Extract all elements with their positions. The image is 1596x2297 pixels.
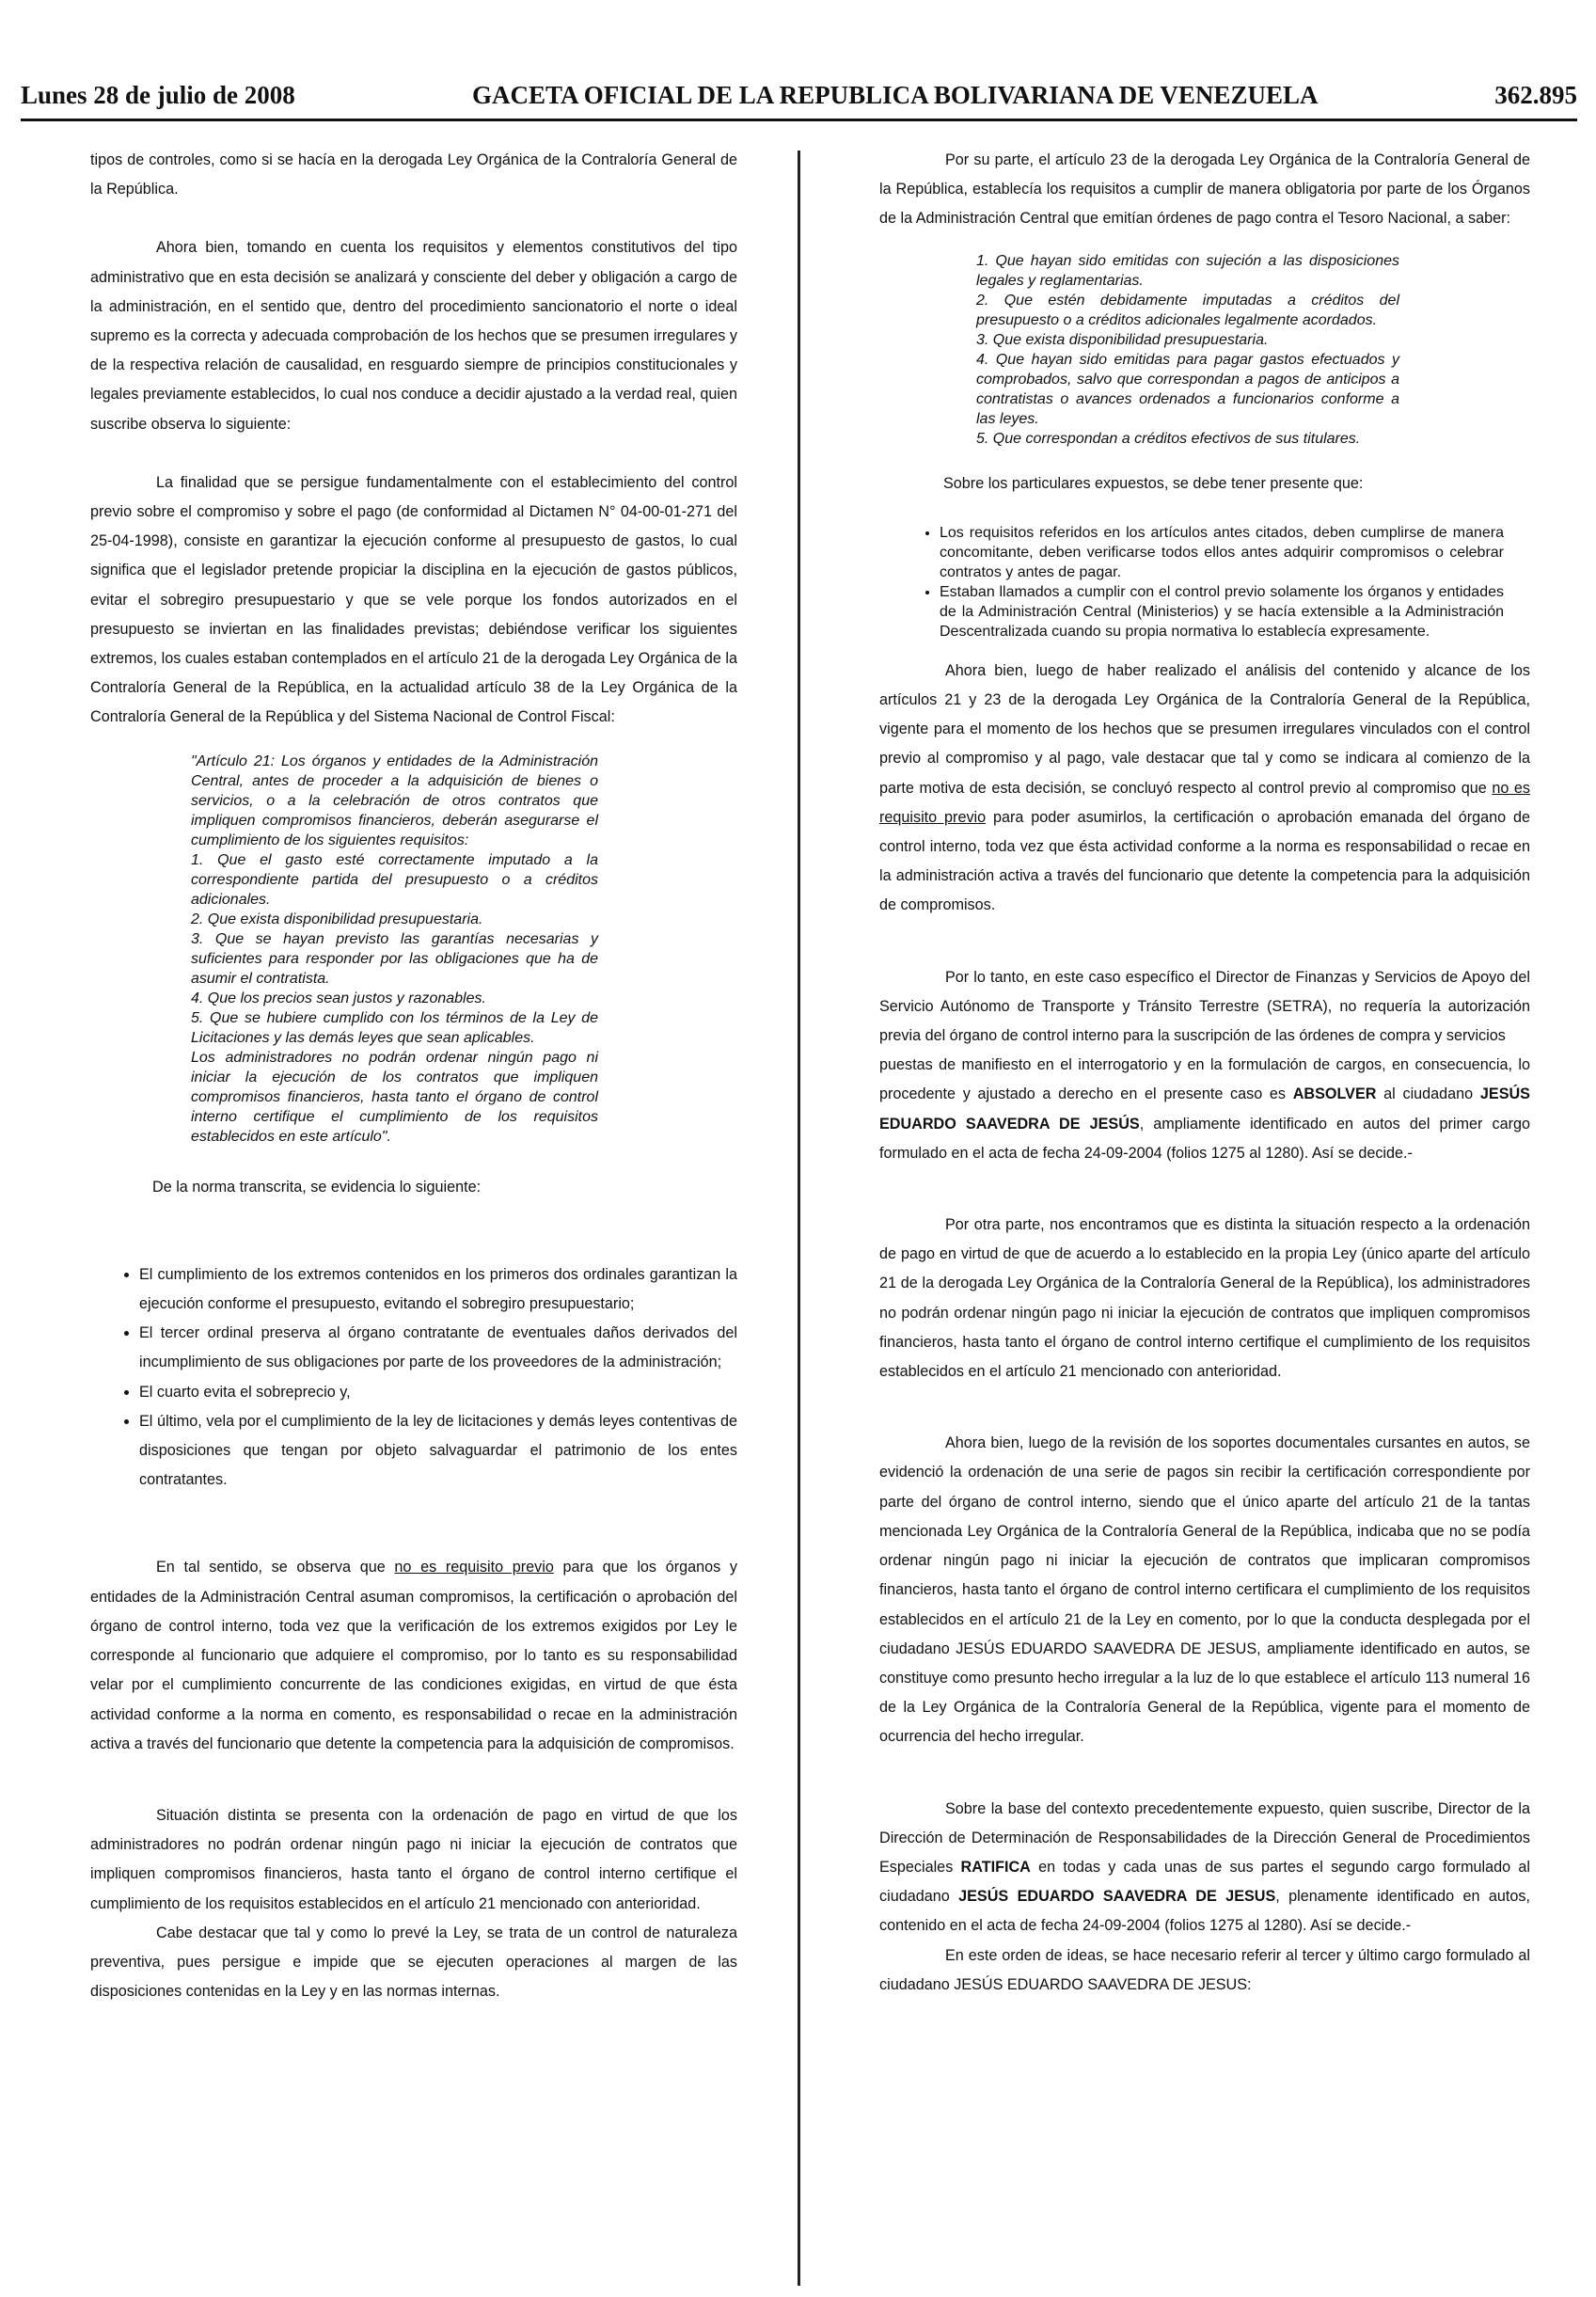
right-column — [879, 146, 1530, 2000]
header-date: Lunes 28 de julio de 2008 — [21, 81, 295, 109]
quote-line: 2. Que estén debidamente imputadas a créditos del presupuesto o a créditos adicionales legalmente acordados. — [976, 292, 1399, 328]
left-bullet-list — [90, 1260, 737, 1496]
left-paragraph-3: La finalidad que se persigue fundamentalmente con el establecimiento del control previo sobre el compromiso y sobre el pago (de conformidad al Dictamen N° 04-00-01-271 del 25-04-1998), consiste en garantizar la ejecución conforme al presupuesto de gastos, lo cual significa que el legislador pretende propiciar la disciplina en la ejecución de gastos públicos, evitar el sobregiro presupuestario y que se vele porque los fondos autorizados en el presupuesto se inviertan en las finalidades previstas; debiéndose verificar los siguientes extremos, los cuales estaban contemplados en el artículo 21 de la derogada Ley Orgánica de la Contraloría General de la República, en la actualidad artículo 38 de la Ley Orgánica de la Contraloría General de la República y del Sistema Nacional de Control Fiscal: — [90, 473, 737, 726]
left-paragraph-7: Cabe destacar que tal y como lo prevé la Ley, se trata de un control de naturaleza preventiva, pues persigue e impide que se ejecuten operaciones al margen de las disposiciones contenidas en la Ley y en las normas internas. — [90, 1924, 737, 2001]
quote-line: 3. Que se hayan previsto las garantías necesarias y suficientes para responder por las obligaciones que ha de asumir el contratista. — [191, 930, 598, 987]
underlined-phrase: no es requisito previo — [394, 1559, 554, 1576]
right-paragraph-1: Por su parte, el artículo 23 de la derogada Ley Orgánica de la Contraloría General de la República, establecía los requisitos a cumplir de manera obligatoria por parte de los Órganos de la Administración Central que emitían órdenes de pago contra el Tesoro Nacional, a saber: — [879, 151, 1530, 228]
underlined-phrase: no es requisito previo — [879, 779, 1530, 826]
bold-verdict: RATIFICA — [960, 1858, 1031, 1876]
quote-line: 4. Que hayan sido emitidas para pagar gastos efectuados y comprobados, salvo que correspondan a pagos de anticipos a contratistas o avances ordenados a funcionarios conforme a las leyes. — [976, 351, 1399, 427]
bold-person-name: JESÚS EDUARDO SAAVEDRA DE JESUS — [958, 1888, 1276, 1906]
page-header — [21, 73, 1577, 120]
right-paragraph-3: Ahora bien, luego de haber realizado el análisis del contenido y alcance de los artículos 21 y 23 de la derogada Ley Orgánica de la Contraloría General de la República, vigente para el momento de los hechos que se presumen irregulares vinculados con el control previo al compromiso y al pago, vale destacar que tal y como se indicara al comienzo de la parte motiva de esta decisión, se concluyó respecto al control previo al compromiso que no es requisito previo para poder asumirlos, la certificación o aprobación emanada del órgano de control interno, toda vez que ésta actividad conforme a la norma es responsabilidad o recae en la administración activa a través del funcionario que detente la competencia para la adquisición de compromisos. — [879, 661, 1530, 914]
right-paragraph-4b: puestas de manifiesto en el interrogatorio y en la formulación de cargos, en consecuencia, lo procedente y ajustado a derecho en el presente caso es ABSOLVER al ciudadano JESÚS EDUARDO SAAVEDRA DE JESÚS, ampliamente identificado en autos del primer cargo formulado en el acta de fecha 24-09-2004 (folios 1275 al 1280). Así se decide.- — [879, 1056, 1530, 1162]
left-column — [90, 146, 737, 2006]
right-paragraph-4a: Por lo tanto, en este caso específico el Director de Finanzas y Servicios de Apoyo del Servicio Autónomo de Transporte y Tránsito Terrestre (SETRA), no requería la autorización previa del órgano de control interno para la suscripción de las órdenes de compra y servicios — [879, 968, 1530, 1045]
quote-line: 1. Que hayan sido emitidas con sujeción a las disposiciones legales y reglamentarias. — [976, 252, 1399, 289]
quote-line: 3. Que exista disponibilidad presupuestaria. — [976, 331, 1269, 348]
left-paragraph-4: De la norma transcrita, se evidencia lo siguiente: — [152, 1178, 482, 1196]
quote-line: 2. Que exista disponibilidad presupuestaria. — [191, 911, 483, 927]
quote-line: "Artículo 21: Los órganos y entidades de la Administración Central, antes de proceder a la adquisición de bienes o servicios, o a la celebración de otros contratos que impliquen compromisos financieros, deberán asegurarse el cumplimiento de los siguientes requisitos: — [191, 752, 598, 848]
right-paragraph-6: Ahora bien, luego de la revisión de los soportes documentales cursantes en autos, se evidenció la ordenación de una serie de pagos sin recibir la certificación correspondiente por parte del órgano de control interno, siendo que el único aparte del artículo 21 de la tantas mencionada Ley Orgánica de la Contraloría General de la República, indicaba que no se podía ordenar ningún pago ni iniciar la ejecución de contratos que implicaran compromisos financieros, hasta tanto el órgano de control interno certificara el cumplimiento de los requisitos establecidos en el artículo 21 de la Ley en comento, por lo que la conducta desplegada por el ciudadano JESÚS EDUARDO SAAVEDRA DE JESUS, ampliamente identificado en autos, se constituye como presunto hecho irregular a la luz de lo que establece el artículo 113 numeral 16 de la Ley Orgánica de la Contraloría General de la República, vigente para el momento de ocurrencia del hecho irregular. — [879, 1434, 1530, 1746]
header-page-number: 362.895 — [1494, 81, 1577, 109]
list-item: • Los requisitos referidos en los artículos antes citados, deben cumplirse de manera concomitante, deben verificarse todos ellos antes adquirir compromisos o celebrar contratos y antes de pagar. — [940, 523, 1504, 582]
right-paragraph-7: Sobre la base del contexto precedentemente expuesto, quien suscribe, Director de la Dirección de Determinación de Responsabilidades de la Dirección General de Procedimientos Especiales RATIFICA en todas y cada unas de sus partes el segundo cargo formulado al ciudadano JESÚS EDUARDO SAAVEDRA DE JESUS, plenamente identificado en autos, contenido en el acta de fecha 24-09-2004 (folios 1275 al 1280). Así se decide.- — [879, 1799, 1531, 1935]
list-item: • El último, vela por el cumplimiento de la ley de licitaciones y demás leyes contentivas de disposiciones que tengan por objeto salvaguardar el patrimonio de los entes contratantes. — [139, 1407, 737, 1496]
header-title: GACETA OFICIAL DE LA REPUBLICA BOLIVARIANA DE VENEZUELA — [472, 81, 1319, 109]
article-21-quote — [191, 752, 598, 1147]
quote-line: 4. Que los precios sean justos y razonables. — [191, 990, 486, 1006]
list-item: • Estaban llamados a cumplir con el control previo solamente los órganos y entidades de la Administración Central (Ministerios) y se hacía extensible a la Administración Descentralizada cuando su propia normativa lo establecía expresamente. — [940, 582, 1504, 642]
list-item: • El cuarto evita el sobreprecio y, — [139, 1378, 737, 1407]
right-paragraph-2: Sobre los particulares expuestos, se debe tener presente que: — [943, 474, 1364, 492]
list-item: • El cumplimiento de los extremos contenidos en los primeros dos ordinales garantizan la ejecución conforme el presupuesto, evitando el sobregiro presupuestario; — [139, 1260, 737, 1319]
bold-person-name: JESÚS EDUARDO SAAVEDRA DE JESÚS — [879, 1085, 1530, 1133]
bold-verdict: ABSOLVER — [1292, 1085, 1377, 1103]
left-paragraph-5: En tal sentido, se observa que no es requisito previo para que los órganos y entidades de la Administración Central asuman compromisos, la certificación o aprobación del órgano de control interno, toda vez que la verificación de los extremos exigidos por Ley le corresponde al funcionario que adquiere el compromiso, por lo tanto es su responsabilidad velar por el cumplimiento concurrente de las condiciones exigidas, en virtud de que ésta actividad conforme a la norma en comento, es responsabilidad o recae en la administración activa a través del funcionario que detente la competencia para la adquisición de compromisos. — [90, 1559, 737, 1752]
right-bullet-list — [879, 523, 1504, 642]
column-divider — [798, 150, 800, 2286]
right-paragraph-5: Por otra parte, nos encontramos que es distinta la situación respecto a la ordenación de pago en virtud de que de acuerdo a lo establecido en la propia Ley (único aparte del artículo 21 de la derogada Ley Orgánica de la Contraloría General de la República), los administradores no podrán ordenar ningún pago ni iniciar la ejecución de contratos que impliquen compromisos financieros, hasta tanto el órgano de control interno certifique el cumplimiento de los requisitos establecidos en el artículo 21 mencionado con anterioridad. — [879, 1216, 1530, 1381]
quote-line: 5. Que correspondan a créditos efectivos de sus titulares. — [976, 430, 1361, 447]
quote-line: 5. Que se hubiere cumplido con los términos de la Ley de Licitaciones y las demás leyes que sean aplicables. — [191, 1009, 598, 1046]
article-23-quote — [976, 251, 1399, 449]
quote-line: Los administradores no podrán ordenar ningún pago ni iniciar la ejecución de los contratos que impliquen compromisos financieros, hasta tanto el órgano de control interno certifique el cumplimiento de los requisitos establecidos en este artículo". — [191, 1049, 598, 1145]
quote-line: 1. Que el gasto esté correctamente imputado a la correspondiente partida del presupuesto o a créditos adicionales. — [191, 851, 598, 908]
left-paragraph-6: Situación distinta se presenta con la ordenación de pago en virtud de que los administradores no podrán ordenar ningún pago ni iniciar la ejecución de contratos que impliquen compromisos financieros, hasta tanto el órgano de control interno certifique el cumplimiento de los requisitos establecidos en el artículo 21 mencionado con anterioridad. — [90, 1806, 737, 1912]
list-item: • El tercer ordinal preserva al órgano contratante de eventuales daños derivados del incumplimiento de sus obligaciones por parte de los proveedores de la administración; — [139, 1319, 737, 1377]
left-paragraph-1: tipos de controles, como si se hacía en la derogada Ley Orgánica de la Contraloría General de la República. — [90, 151, 737, 198]
header-rule — [21, 119, 1577, 121]
right-paragraph-8: En este orden de ideas, se hace necesario referir al tercer y último cargo formulado al ciudadano JESÚS EDUARDO SAAVEDRA DE JESUS: — [879, 1946, 1530, 1993]
left-paragraph-2: Ahora bien, tomando en cuenta los requisitos y elementos constitutivos del tipo administrativo que en esta decisión se analizará y consciente del deber y obligación a cargo de la administración, en el sentido que, dentro del procedimiento sancionatorio el norte o ideal supremo es la correcta y adecuada comprobación de los hechos que se presumen irregulares y de la respectiva relación de causalidad, en resguardo siempre de principios constitucionales y legales previamente establecidos, lo cual nos conduce a decidir ajustado a la verdad real, quien suscribe observa lo siguiente: — [90, 239, 737, 433]
